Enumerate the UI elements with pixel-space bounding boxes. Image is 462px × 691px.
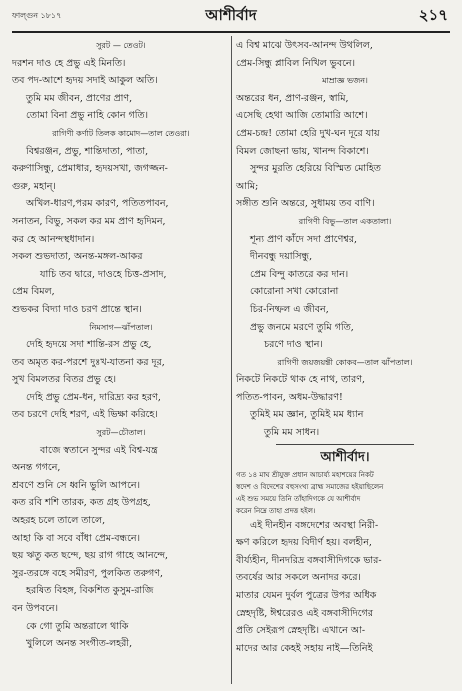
text-line: ছয় ঋতু কত ছন্দে, ছয় রাগ গাহে আনন্দে, xyxy=(12,550,169,562)
text-line: দেহি হৃদয়ে সদা শান্তি-রস প্রভু হে, xyxy=(26,339,152,351)
text-line: সুখ বিমলতর বিতর প্রভু হে। xyxy=(12,374,117,386)
text-line: মাদের আর কেহই সহায় নাই—তিনিই xyxy=(236,642,373,654)
text-line: অনন্ত গগনে, xyxy=(12,462,61,474)
text-line: এসেছি হেথা আজি তোমারি আশে। xyxy=(236,110,368,122)
text-line: আহা কি বা সবে বাঁধা প্রেম-বন্ধনে। xyxy=(12,532,140,544)
text-line: তুমিই মম জ্ঞান, তুমিই মম ধ্যান xyxy=(250,409,364,421)
text-line: আমি; xyxy=(236,180,259,192)
text-line: খুলিলে অনন্ত সংগীত-লহরী, xyxy=(26,638,133,650)
left-column xyxy=(12,37,230,687)
text-line: পতিত-পাবন, অধম-উদ্ধারণ! xyxy=(236,391,343,403)
text-line: তব অমৃত কর-পরশে দুঃখ-যাতনা কর দূর, xyxy=(12,356,165,368)
text-line: এ বিশ্ব মাঝে উৎসব-আনন্দ উথলিল, xyxy=(236,40,373,51)
text-line: তব চরণে দেহি শরণ, এই ভিক্ষা করিহে। xyxy=(12,409,158,421)
text-line: সকল শুভদাতা, অনন্ত-মঙ্গল-আকর xyxy=(12,251,143,263)
text-line: বাজে স্বতানে সুন্দর এই বিশ্ব-যন্ত্র xyxy=(40,444,158,456)
text-line: নিকটে নিকটে থাক হে নাথ, তারণ, xyxy=(236,374,366,386)
text-line: শূন্য প্রাণ কাঁদে সদা প্রাণেশ্বর, xyxy=(250,233,358,245)
page-header xyxy=(0,0,462,34)
text-line: চির-নিষ্ফল এ জীবন, xyxy=(250,303,329,315)
text-line: কোরোনা সখা কোরোনা xyxy=(250,286,339,298)
note-line: গত ১৪ মাঘ শ্রীযুক্ত প্রধান আচার্য্য মহাশয়ের নিকট xyxy=(236,470,374,479)
text-line: কত রবি শশি তারক, কত গ্রহ উপগ্রহ, xyxy=(12,497,151,509)
text-line: প্রতি সেইরূপ স্নেহদৃষ্টি। এখানে আ- xyxy=(236,625,366,637)
note-line: এই শুভ সময়ে তিনি তাঁহাদিগকে যে আশীর্বাদ xyxy=(236,494,361,503)
text-line: করুণাসিন্ধু, প্রেমাধার, হৃদয়সখা, জগজ্জন- xyxy=(12,163,168,175)
text-line: দীনবন্ধু দয়াসিন্ধু, xyxy=(250,251,313,263)
text-line: দরশন দাও হে প্রভু এই মিনতি। xyxy=(12,57,126,69)
text-line: বিমল জোছনা ভায়, খানন্দ বিকাশে। xyxy=(236,145,369,157)
text-line: বন উপবনে। xyxy=(12,603,58,614)
text-line: এই দীনহীন বঙ্গদেশের অবস্থা নিরী- xyxy=(250,519,379,531)
text-line: সুরট—চৌতাল। xyxy=(96,428,146,438)
text-line: চরণে দাও স্থান। xyxy=(264,339,323,351)
text-line: হরষিত বিহঙ্গ, বিকশিত কুসুম-রাজি xyxy=(26,585,154,597)
note-line: করেন নিম্নে তাহা প্রদত্ত হইল। xyxy=(236,506,316,515)
running-title: আশীর্বাদ xyxy=(205,6,257,24)
text-line: তব পদ-আশে হৃদয় সদাই আকুল অতি। xyxy=(12,75,158,87)
song-lyrics-block xyxy=(236,37,454,442)
text-line: বিশ্বরঞ্জন, প্রভু, শান্তিদাতা, পাতা, xyxy=(26,145,149,157)
text-line: কর হে আনন্দস্থধাদান। xyxy=(12,233,95,245)
column-divider xyxy=(231,36,232,684)
section-note xyxy=(236,469,454,517)
text-line: সুর-তরঙ্গে বহে সমীরণ, পুলকিত তরুগণ, xyxy=(12,567,164,579)
text-line: প্রভু জনমে মরণে তুমি গতি, xyxy=(250,321,354,333)
text-line: অন্তরের ধন, প্রাণ-রঞ্জন, স্বামি, xyxy=(236,92,349,104)
text-line: প্রেম বিমল, xyxy=(12,286,55,298)
text-line: রাগিণী জয়জয়ন্তী কোকব—তাল ঝাঁপতাল। xyxy=(277,357,413,367)
text-line: সুরট — তেওট। xyxy=(96,41,146,50)
text-line: তুমি মম সাধন। xyxy=(264,427,320,439)
text-line: মাতার যেমন দুর্বল পুত্রের উপর অধিক xyxy=(236,590,377,602)
text-line: রাগিণী বিভু—তাল একতালা। xyxy=(298,216,392,226)
header-rule xyxy=(12,31,450,33)
text-line: কে গো তুমি অন্তরালে থাকি xyxy=(26,620,129,632)
text-line: গুরু, মহান্। xyxy=(12,180,56,192)
text-line: ক্ষণ করিলে হৃদয় বিদীর্ণ হয়। বলহীন, xyxy=(236,537,372,549)
text-line: সনাতন, বিভু, সকল কর মম প্রাণ হৃদিমন, xyxy=(12,215,166,227)
text-line: যাচি তব দ্বারে, দাওহে চিত্ত-প্রসাদ, xyxy=(40,268,167,280)
text-line: প্রেম-চন্দ্র! তোমা হেরি দুখ-ঘন দূরে যায় xyxy=(236,127,380,139)
text-line: সঙ্গীত শুনি অন্তরে, সুধাময় তব বাণি। xyxy=(236,198,375,210)
right-column xyxy=(236,37,454,687)
issue-date: ফাল্গুন ১৮১৭ xyxy=(12,11,62,20)
text-line: রাগিণী কর্ণাট তিলক কামোদ—তাল তেওরা। xyxy=(52,128,190,138)
text-line: স্নেহদৃষ্টি, ঈশ্বরেরও এই বঙ্গবাসীদিগের xyxy=(236,607,373,619)
note-line: স্বদেশ ও বিদেশের বহুসংখ্য ব্রাহ্ম সমাজের হইয়াছিলেন xyxy=(236,482,384,491)
text-line: নিমসাগ—ঝাঁপতাল। xyxy=(89,322,153,332)
section-heading: আশীর্বাদ। xyxy=(320,449,370,465)
text-line: অখিল-ধারণ,পরম কারণ, পতিতপাবন, xyxy=(26,198,169,210)
text-line: তুমি মম জীবন, প্রাণের প্রাণ, xyxy=(26,92,133,104)
text-line: শ্রবণে শুনি সে ধ্বনি ভুলি আপনে। xyxy=(12,479,140,491)
section-rule xyxy=(276,444,414,445)
text-line: অহরহ চলে তালে তালে, xyxy=(12,515,106,527)
page-number: ২১৭ xyxy=(418,6,448,24)
text-line: তবর্ষের আর সকলে অনাদর করে। xyxy=(236,572,361,584)
text-line: মাম্রাজ্ঞ ভজন। xyxy=(322,76,368,86)
article-body xyxy=(236,517,454,658)
text-line: প্রেম-সিন্ধু প্লাবিল নিখিল ভুবনে। xyxy=(236,57,356,69)
text-line: তোমা বিনা প্রভু নাহি কোন গতি। xyxy=(26,110,148,122)
text-line: প্রেম বিন্দু কাতরে কর দান। xyxy=(250,268,349,280)
text-line: শুভকর বিদ্যা দাও চরণ প্রান্তে স্থান। xyxy=(12,303,142,315)
text-line: দেহি প্রভু প্রেম-ধন, দারিদ্র্য কর হরণ, xyxy=(26,391,161,403)
text-line: সুন্দর মুরতি হেরিয়ে বিস্মিত মোহিত xyxy=(250,163,381,175)
text-line: বীর্য্যহীন, দীনদরিদ্র বঙ্গবাসীদিগকে ভার- xyxy=(236,554,382,566)
